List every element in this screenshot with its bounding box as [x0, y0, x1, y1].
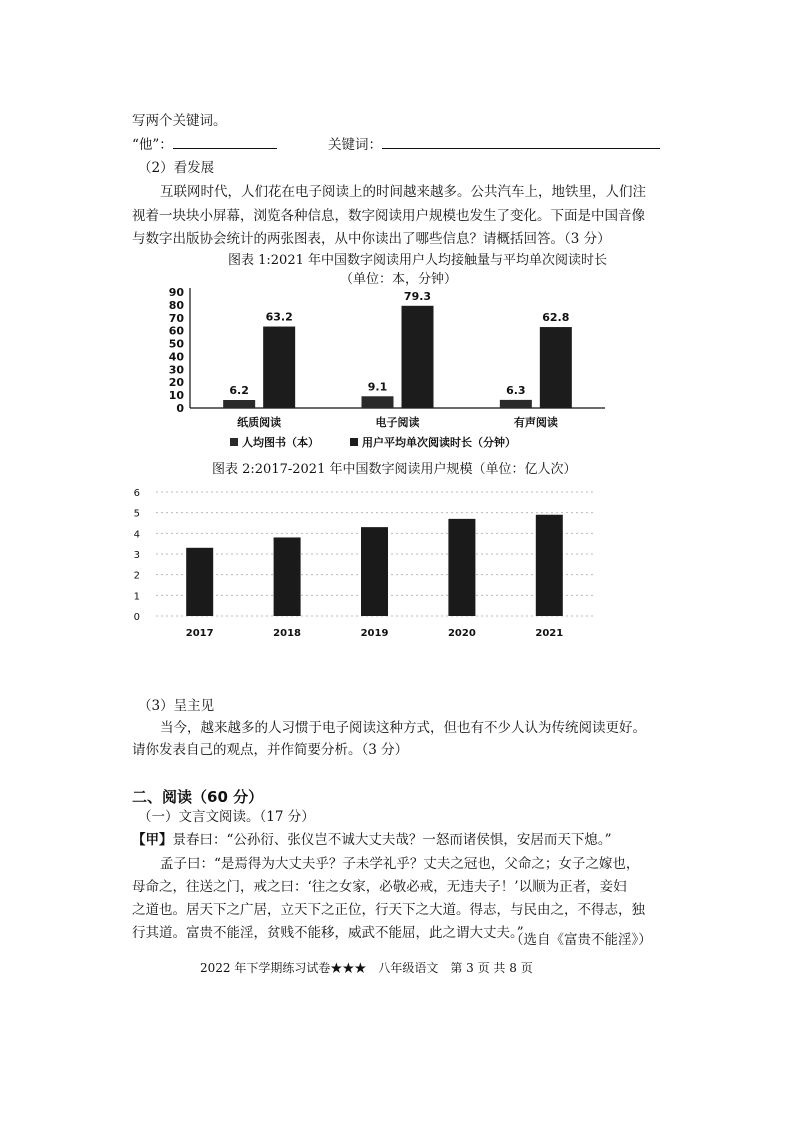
bar [263, 327, 295, 408]
bar [274, 537, 301, 616]
y-tick-label: 80 [168, 298, 184, 312]
data-label: 62.8 [542, 311, 570, 325]
y-tick-label: 60 [168, 324, 184, 338]
page-footer: 2022 年下学期练习试卷★★★ 八年级语文 第 3 页 共 8 页 [200, 961, 533, 975]
bar [500, 400, 532, 408]
classical-text-line [132, 831, 612, 849]
y-tick-label: 10 [168, 389, 184, 403]
legend-swatch [350, 438, 358, 446]
bar [223, 400, 255, 408]
source-note: （选自《富贵不能淫》） [510, 932, 652, 948]
paragraph-line: 互联网时代，人们花在电子阅读上的时间越来越多。公共汽车上，地铁里，人们注 [160, 184, 646, 200]
he-answer-line [132, 136, 277, 154]
chart2-title: 图表 2:2017-2021 年中国数字阅读用户规模（单位：亿人次） [212, 462, 577, 477]
data-label: 6.3 [506, 383, 526, 397]
classical-text-line: 母命之，往送之门，戒之曰：‘往之女家，必敬必戒，无违夫子！’以顺为正者，妾妇 [132, 879, 627, 895]
x-tick-label: 电子阅读 [375, 416, 420, 429]
data-label: 79.3 [403, 289, 432, 303]
x-tick-label: 2017 [185, 628, 214, 639]
y-tick-label: 3 [133, 550, 140, 561]
data-label: 9.1 [367, 380, 388, 394]
keyword-answer-line [328, 136, 660, 154]
paragraph-line: 当今，越来越多的人习惯于电子阅读这种方式，但也有不少人认为传统阅读更好。 [160, 720, 646, 736]
y-tick-label: 4 [133, 529, 140, 541]
y-tick-label: 5 [133, 508, 140, 520]
paragraph-line: 请你发表自己的观点，并作简要分析。（3 分） [132, 742, 409, 758]
y-tick-label: 70 [168, 311, 184, 325]
y-tick-label: 1 [133, 591, 140, 603]
subheading: （一）文言文阅读。（17 分） [138, 809, 315, 825]
y-tick-label: 2 [133, 570, 140, 582]
y-tick-label: 0 [176, 402, 184, 415]
he-label: “他”： [132, 137, 173, 153]
legend-swatch [230, 438, 238, 446]
paragraph-line: 视着一块块小屏幕，浏览各种信息，数字阅读用户规模也发生了变化。下面是中国音像 [132, 208, 645, 224]
he-blank[interactable] [173, 136, 277, 149]
chart2 [128, 482, 598, 647]
y-tick-label: 40 [168, 350, 184, 364]
classical-text-line: 行其道。富贵不能淫，贫贱不能移，威武不能屈，此之谓大丈夫。” [132, 925, 524, 941]
jia-label: 【甲】 [132, 832, 173, 848]
x-tick-label: 2020 [447, 628, 476, 639]
bar [186, 548, 213, 616]
y-tick-label: 90 [168, 286, 184, 299]
text-line: 写两个关键词。 [132, 113, 227, 129]
legend-entry: 人均图书（本） [242, 436, 319, 449]
y-tick-label: 30 [168, 363, 184, 377]
x-tick-label: 有声阅读 [513, 416, 558, 429]
subheading-3: （3）呈主见 [138, 698, 215, 714]
y-tick-label: 50 [168, 337, 184, 351]
keyword-label: 关键词： [328, 137, 382, 153]
chart1 [150, 282, 610, 454]
y-tick-label: 20 [168, 376, 184, 390]
bar [402, 306, 434, 408]
paragraph-line: 与数字出版协会统计的两张图表，从中你读出了哪些信息？请概括回答。（3 分） [132, 231, 611, 247]
chart1-title: 图表 1:2021 年中国数字阅读用户人均接触量与平均单次阅读时长 [228, 253, 607, 268]
y-tick-label: 0 [133, 612, 140, 623]
data-label: 63.2 [265, 310, 293, 324]
x-tick-label: 2021 [535, 628, 564, 639]
subheading-2: （2）看发展 [138, 160, 215, 176]
bar [536, 515, 563, 616]
x-tick-label: 2018 [273, 628, 302, 639]
classical-text-line: 之道也。居天下之广居，立天下之正位，行天下之大道。得志，与民由之，不得志，独 [132, 902, 645, 918]
chart1-unit: （单位：本，分钟） [340, 272, 458, 287]
classical-text: 景春曰：“公孙衍、张仪岂不诚大丈夫哉？一怒而诸侯惧，安居而天下熄。” [172, 832, 612, 848]
bar [448, 519, 475, 616]
keyword-blank[interactable] [382, 136, 660, 149]
bar [540, 327, 572, 408]
x-tick-label: 纸质阅读 [237, 416, 282, 429]
data-label: 6.2 [229, 384, 249, 398]
bar [362, 396, 394, 408]
x-tick-label: 2019 [360, 628, 389, 639]
legend-entry: 用户平均单次阅读时长（分钟） [362, 436, 516, 449]
y-tick-label: 6 [133, 488, 140, 499]
classical-text-line: 孟子曰：“是焉得为大丈夫乎？子未学礼乎？丈夫之冠也，父命之；女子之嫁也， [160, 856, 640, 872]
section-heading: 二、阅读（60 分） [132, 788, 264, 806]
bar [361, 527, 388, 616]
